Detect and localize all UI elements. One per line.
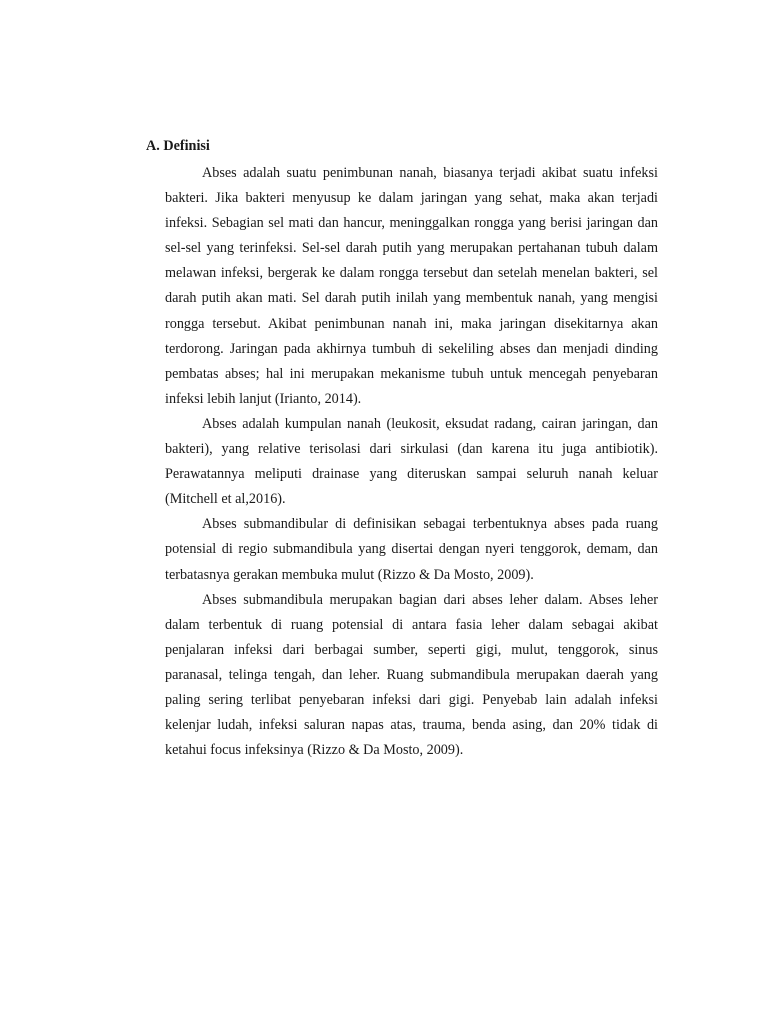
paragraph-abses-kumpulan: Abses adalah kumpulan nanah (leukosit, eksudat radang, cairan jaringan, dan bakteri), yang relative terisolasi dari sirkulasi (dan karena itu juga antibiotik). Perawatannya meliputi drainase yang diteruskan sampai seluruh nanah keluar (Mitchell et al,2016). — [165, 415, 658, 508]
section-definisi — [146, 136, 658, 763]
paragraph-abses-submandibular: Abses submandibular di definisikan sebagai terbentuknya abses pada ruang potensial di regio submandibula yang disertai dengan nyeri tenggorok, demam, dan terbatasnya gerakan membuka mulut (Rizzo & Da Mosto, 2009). — [165, 516, 658, 583]
section-body — [165, 161, 658, 763]
section-heading: A. Definisi — [146, 138, 210, 154]
paragraph-abses-leher-dalam: Abses submandibula merupakan bagian dari abses leher dalam. Abses leher dalam terbentuk di ruang potensial di antara fasia leher dalam sebagai akibat penjalaran infeksi dari berbagai sumber, seperti gigi, mulut, tenggorok, sinus paranasal, telinga tengah, dan leher. Ruang submandibula merupakan daerah yang paling sering terlibat penyebaran infeksi dari gigi. Penyebab lain adalah infeksi kelenjar ludah, infeksi saluran napas atas, trauma, benda asing, dan 20% tidak di ketahui focus infeksinya (Rizzo & Da Mosto, 2009). — [165, 591, 658, 759]
paragraph-abses-penimbunan: Abses adalah suatu penimbunan nanah, biasanya terjadi akibat suatu infeksi bakteri. Jika bakteri menyusup ke dalam jaringan yang sehat, maka akan terjadi infeksi. Sebagian sel mati dan hancur, meninggalkan rongga yang berisi jaringan dan sel-sel yang terinfeksi. Sel-sel darah putih yang merupakan pertahanan tubuh dalam melawan infeksi, bergerak ke dalam rongga tersebut dan setelah menelan bakteri, sel darah putih akan mati. Sel darah putih inilah yang membentuk nanah, yang mengisi rongga tersebut. Akibat penimbunan nanah ini, maka jaringan disekitarnya akan terdorong. Jaringan pada akhirnya tumbuh di sekeliling abses dan menjadi dinding pembatas abses; hal ini merupakan mekanisme tubuh untuk mencegah penyebaran infeksi lebih lanjut (Irianto, 2014). — [165, 165, 658, 407]
